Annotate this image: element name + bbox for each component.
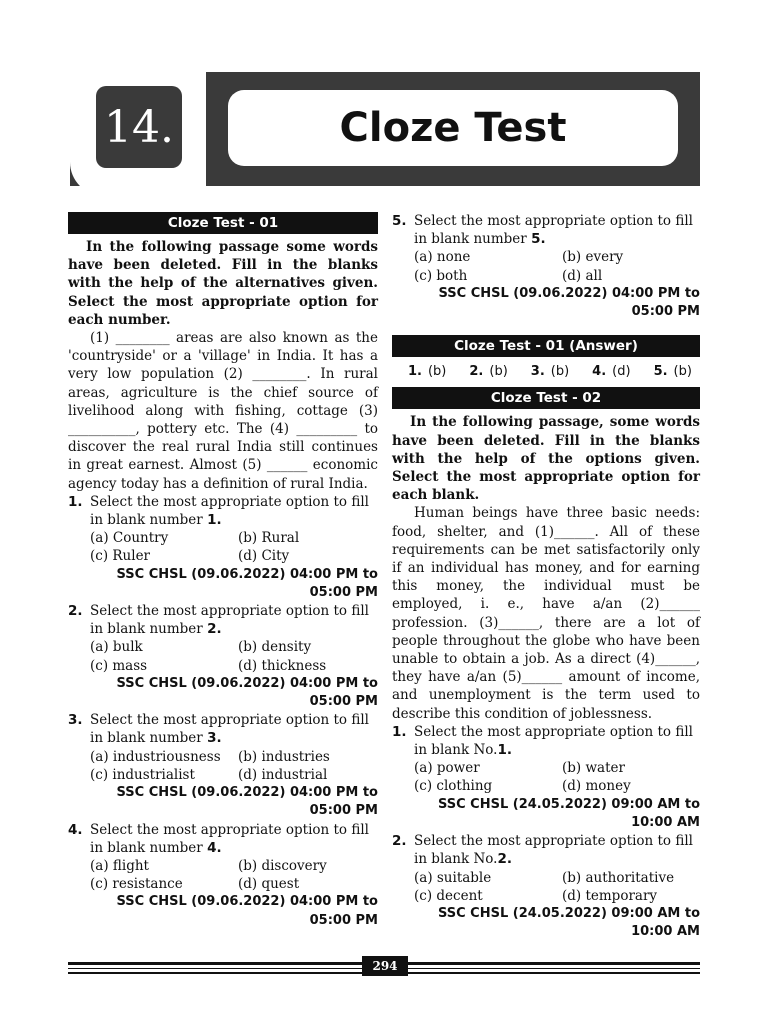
option-b: (b) every xyxy=(562,249,624,266)
question-blank: 1. xyxy=(497,742,513,759)
instruction-test2: In the following passage, some words have been deleted. Fill in the blanks with the help of the options given. Select the most appropriate option for each blank. xyxy=(392,414,700,504)
question-text: Select the most appropriate option to fill in blank number xyxy=(90,712,369,747)
question-number: 1. xyxy=(392,723,407,740)
question-blank: 3. xyxy=(207,730,222,747)
option-b: (b) water xyxy=(562,760,625,777)
option-c: (c) both xyxy=(414,267,468,284)
answer-key xyxy=(392,357,700,387)
question-blank: 1. xyxy=(207,512,222,529)
exam-source: SSC CHSL (09.06.2022) 04:00 PM to 05:00 PM xyxy=(116,675,378,710)
question-text: Select the most appropriate option to fill in blank number xyxy=(90,493,369,529)
question-4 xyxy=(68,821,378,930)
exam-source: SSC CHSL (09.06.2022) 04:00 PM to 05:00 PM xyxy=(116,785,378,819)
option-c: (c) clothing xyxy=(414,778,493,795)
passage-test1: (1) ________ areas are also known as the 'countryside' or a 'village' in India. It has a very low population (2) ________. In rural areas, agriculture is the chief source of livelihood along with fishing, cottage (3) __________, pottery etc. The (4) _________ to discover the real rural India still continues in great earnest. Almost (5) ______ economic agency today has a definition of rural India. xyxy=(68,330,378,492)
question-number: 3. xyxy=(68,712,83,729)
question-text: Select the most appropriate option to fill in blank number xyxy=(90,821,369,856)
question-text: Select the most appropriate option to fill in blank No. xyxy=(414,833,693,868)
question-number: 5. xyxy=(392,213,407,229)
option-d: (d) industrial xyxy=(238,766,328,783)
question-blank: 2. xyxy=(497,851,513,868)
question-blank: 5. xyxy=(531,231,546,248)
option-b: (b) Rural xyxy=(238,530,300,547)
answer-item: 4. (d) xyxy=(592,364,631,380)
answer-item: 1. (b) xyxy=(408,364,447,380)
option-b: (b) industries xyxy=(238,748,330,765)
option-a: (a) power xyxy=(414,760,480,777)
option-c: (c) decent xyxy=(414,887,483,904)
option-d: (d) all xyxy=(562,267,603,284)
section-heading-test2: Cloze Test - 02 xyxy=(392,387,700,409)
question-2 xyxy=(68,602,378,711)
section-heading-test1: Cloze Test - 01 xyxy=(68,212,378,234)
answer-item: 2. (b) xyxy=(469,364,508,380)
chapter-title: Cloze Test xyxy=(228,90,678,166)
answer-item: 5. (b) xyxy=(653,364,692,380)
chapter-number: 14. xyxy=(96,86,182,168)
option-d: (d) money xyxy=(562,778,631,795)
question-2-2 xyxy=(392,832,700,941)
exam-source: SSC CHSL (09.06.2022) 04:00 PM to 05:00 PM xyxy=(116,566,378,600)
instruction-test1: In the following passage some words have been deleted. Fill in the blanks with the help of the alternatives given. Select the most appropriate option for each number. xyxy=(68,239,378,328)
option-b: (b) authoritative xyxy=(562,869,675,886)
answer-item: 3. (b) xyxy=(530,364,570,380)
question-text: Select the most appropriate option to fill in blank number xyxy=(414,213,693,248)
question-1 xyxy=(68,493,378,602)
option-b: (b) density xyxy=(238,639,312,656)
question-number: 2. xyxy=(392,833,407,850)
left-column xyxy=(68,212,378,930)
option-d: (d) temporary xyxy=(562,887,658,904)
exam-source: SSC CHSL (24.05.2022) 09:00 AM to 10:00 AM xyxy=(437,796,700,830)
option-c: (c) resistance xyxy=(90,876,183,893)
option-a: (a) Country xyxy=(90,530,169,547)
question-text: Select the most appropriate option to fill in blank number xyxy=(90,603,369,638)
exam-source: SSC CHSL (09.06.2022) 04:00 PM to 05:00 PM xyxy=(116,894,378,928)
option-a: (a) industriousness xyxy=(90,748,221,765)
page-number: 294 xyxy=(362,956,408,976)
option-c: (c) mass xyxy=(90,657,148,674)
question-blank: 4. xyxy=(207,839,222,856)
option-a: (a) flight xyxy=(90,857,149,874)
option-d: (d) quest xyxy=(238,876,300,893)
question-3 xyxy=(68,711,378,820)
question-5 xyxy=(392,212,700,321)
question-number: 2. xyxy=(68,603,83,620)
option-a: (a) bulk xyxy=(90,639,143,656)
option-c: (c) Ruler xyxy=(90,548,151,565)
question-number: 4. xyxy=(68,821,83,838)
right-column xyxy=(392,212,700,941)
exam-source: SSC CHSL (09.06.2022) 04:00 PM to 05:00 PM xyxy=(438,285,700,320)
question-blank: 2. xyxy=(207,621,222,638)
option-a: (a) none xyxy=(414,249,471,266)
option-d: (d) City xyxy=(238,548,290,565)
option-c: (c) industrialist xyxy=(90,766,195,783)
question-text: Select the most appropriate option to fill in blank No. xyxy=(414,723,693,759)
option-a: (a) suitable xyxy=(414,869,492,886)
question-2-1 xyxy=(392,723,700,832)
exam-source: SSC CHSL (24.05.2022) 09:00 AM to 10:00 AM xyxy=(437,905,700,940)
option-d: (d) thickness xyxy=(238,657,327,674)
option-b: (b) discovery xyxy=(238,857,327,874)
question-number: 1. xyxy=(68,493,83,510)
section-heading-answers: Cloze Test - 01 (Answer) xyxy=(392,335,700,357)
passage-test2: Human beings have three basic needs: food, shelter, and (1)______. All of these requirements can be met satisfactorily only if an individual has money, and for earning this money, the individual must be employed, i. e., have a/an (2)______ profession. (3)______, there are a lot of people throughout the globe who have been unable to obtain a job. As a direct (4)______, they have a/an (5)______ amount of income, and unemployment is the term used to describe this condition of joblessness. xyxy=(392,505,700,722)
